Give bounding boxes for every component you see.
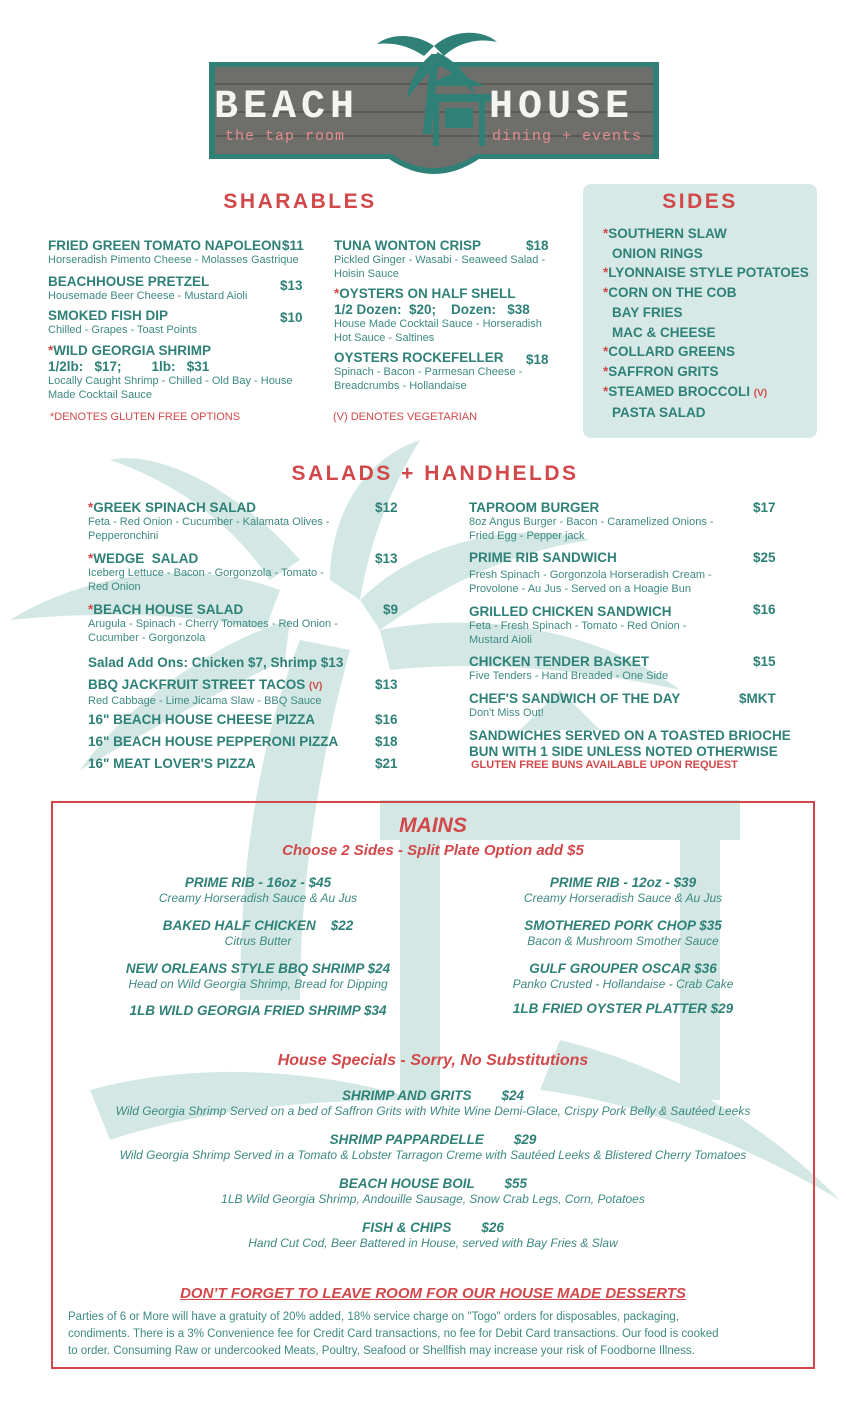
item-desc: Feta - Fresh Spinach - Tomato - Red Onion - [469,620,687,632]
item-desc: Chilled - Grapes - Toast Points [48,324,197,336]
special-item [51,1175,815,1207]
item-name: PRIME RIB - 12oz - $39 [549,875,697,890]
item-desc: 1LB Wild Georgia Shrimp, Andouille Sausage, Snow Crab Legs, Corn, Potatoes [221,1192,645,1206]
sharables-title: SHARABLES [223,190,377,213]
salad-add-ons: Salad Add Ons: Chicken $7, Shrimp $13 [88,655,344,670]
special-item [51,1219,815,1251]
item-price: $MKT [739,691,776,706]
item-desc: Spinach - Bacon - Parmesan Cheese - [334,366,523,378]
gluten-free-buns-note: GLUTEN FREE BUNS AVAILABLE UPON REQUEST [471,759,738,771]
item-desc: Iceberg Lettuce - Bacon - Gorgonzola - Tomato - [88,567,324,579]
mains-item [108,917,408,949]
item-name: *WILD GEORGIA SHRIMP [48,343,212,358]
item-desc: Breadcrumbs - Hollandaise [334,379,467,392]
item-name: SMOKED FISH DIP [48,308,169,323]
item-desc: Arugula - Spinach - Cherry Tomatoes - Red Onion - [88,618,338,630]
side-item: PASTA SALAD [612,405,706,421]
handheld-item [469,654,789,684]
item-name: BBQ JACKFRUIT STREET TACOS (V) [88,677,323,692]
side-item: *LYONNAISE STYLE POTATOES [603,265,809,281]
item-price: $12 [375,500,398,515]
salad-item [88,551,408,594]
sides-panel [583,184,817,438]
item-name: NEW ORLEANS STYLE BBQ SHRIMP $24 [125,961,391,976]
item-name: OYSTERS ROCKEFELLER [334,350,504,365]
item-desc: Horseradish Pimento Cheese - Molasses Gastrique [48,254,299,266]
item-name: SMOTHERED PORK CHOP $35 [524,918,722,933]
sharable-item [334,350,559,393]
mains-item [108,1002,408,1019]
item-name: SHRIMP AND GRITS $24 [341,1088,525,1103]
item-name: TUNA WONTON CRISP [334,238,481,253]
item-desc: Creamy Horseradish Sauce & Au Jus [523,891,723,905]
item-price: $21 [375,756,398,771]
item-price: $16 [375,712,398,727]
item-desc: Wild Georgia Shrimp Served in a Tomato & Lobster Tarragon Creme with Sautéed Leeks & Blistered Cherry Tomatoes [119,1148,747,1162]
item-desc: Hand Cut Cod, Beer Battered in House, served with Bay Fries & Slaw [248,1236,618,1250]
logo-word-left: BEACH [214,85,360,130]
item-price: $13 [375,677,398,692]
brioche-note: SANDWICHES SERVED ON A TOASTED BRIOCHE BUN WITH 1 SIDE UNLESS NOTED OTHERWISE [469,728,791,759]
side-item: *SAFFRON GRITS [603,363,719,379]
item-price: $13 [280,278,303,293]
item-price: $9 [383,602,399,617]
item-desc: Panko Crusted - Hollandaise - Crab Cake [512,977,734,991]
gluten-free-note: *DENOTES GLUTEN FREE OPTIONS [50,411,241,423]
salad-item [88,734,408,750]
mains-item [473,917,773,949]
fine-print: Parties of 6 or More will have a gratuity of 20% added, 18% service charge on "Togo" orders for disposables, packaging, condiments. There is a 3% Convenience fee for Credit Card transactions, no fee for Debit Card transactions. Our food is cooked to order. Consuming Raw or undercooked Meats, Poultry, Seafood or Shellfish may increase your risk of Foodborne Illness. [68,1311,719,1357]
item-price: $11 [282,238,304,253]
item-price: $10 [280,310,303,325]
item-name: CHEF'S SANDWICH OF THE DAY [469,691,681,706]
item-name: FRIED GREEN TOMATO NAPOLEON [48,238,282,253]
logo [209,24,659,184]
item-desc: House Made Cocktail Sauce - Horseradish [334,318,542,330]
specials-title: House Specials - Sorry, No Substitutions [277,1052,589,1069]
item-desc: Provolone - Au Jus - Served on a Hoagie Bun [469,582,691,595]
vegetarian-tag: (V) [309,681,323,692]
gluten-free-star: * [48,343,54,358]
item-name: 16" MEAT LOVER'S PIZZA [88,756,256,771]
salad-item [88,712,408,728]
salad-item [88,602,408,645]
item-desc: Feta - Red Onion - Cucumber - Kalamata Olives - [88,516,330,528]
item-name: GULF GROUPER OSCAR $36 [529,961,717,976]
item-name: PRIME RIB SANDWICH [469,550,617,565]
item-desc: Hoisin Sauce [334,267,399,280]
sharable-item [48,274,308,304]
item-name: PRIME RIB - 16oz - $45 [184,875,332,890]
sides-title: SIDES [662,190,738,213]
salad-item [88,756,408,772]
item-name: BEACHHOUSE PRETZEL [48,274,210,289]
item-desc: Bacon & Mushroom Smother Sauce [527,934,719,948]
vegetarian-note: (V) DENOTES VEGETARIAN [333,411,478,423]
item-desc: Red Onion [88,580,141,593]
item-desc: Housemade Beer Cheese - Mustard Aioli [48,290,248,302]
sides-list [603,224,813,423]
special-item [51,1087,815,1119]
item-name: 16" BEACH HOUSE PEPPERONI PIZZA [88,734,339,749]
item-name: *OYSTERS ON HALF SHELL [334,286,516,301]
salad-item [88,500,408,543]
item-desc: Hot Sauce - Saltines [334,331,435,344]
special-item [51,1131,815,1163]
logo-sub-left: the tap room [225,128,346,145]
item-name: GRILLED CHICKEN SANDWICH [469,604,672,619]
item-desc: 8oz Angus Burger - Bacon - Caramelized Onions - [469,516,714,528]
item-desc: Pickled Ginger - Wasabi - Seaweed Salad - [334,254,546,266]
side-item: *CORN ON THE COB [603,285,737,301]
item-desc: Head on Wild Georgia Shrimp, Bread for Dipping [128,977,388,991]
gluten-free-star: * [334,286,340,301]
sharable-item [334,238,559,281]
handheld-item [469,500,789,543]
vegetarian-tag: (V) [753,387,768,399]
item-price: $25 [753,550,776,565]
side-item: *SOUTHERN SLAW [603,226,727,241]
mains-item [108,874,408,906]
side-item: MAC & CHEESE [612,324,716,340]
sharable-item [48,238,308,268]
side-item: BAY FRIES [612,304,683,320]
item-name: FISH & CHIPS $26 [362,1220,504,1235]
item-desc: Made Cocktail Sauce [48,388,152,401]
item-prices: 1/2lb: $17; 1lb: $31 [48,359,210,374]
item-name: *WEDGE SALAD [88,551,199,566]
item-desc: Wild Georgia Shrimp Served on a bed of Saffron Grits with White Wine Demi-Glace, Crispy Pork Belly & Sautéed Leeks [115,1104,751,1118]
side-item: ONION RINGS [612,245,703,261]
item-name: *GREEK SPINACH SALAD [88,500,257,515]
mains-subtitle: Choose 2 Sides - Split Plate Option add $5 [282,842,584,859]
item-price: $18 [526,352,549,367]
handheld-item [469,691,789,721]
item-price: $13 [375,551,398,566]
mains-item [108,960,408,992]
handheld-item [469,604,789,647]
side-item: *STEAMED BROCCOLI (V) [603,383,768,399]
logo-word-right: HOUSE [489,85,635,130]
item-name: 16" BEACH HOUSE CHEESE PIZZA [88,712,315,727]
item-name: CHICKEN TENDER BASKET [469,654,650,669]
handheld-item [469,550,789,596]
item-name: BAKED HALF CHICKEN $22 [162,918,354,933]
item-name: *BEACH HOUSE SALAD [88,602,244,617]
side-item: *COLLARD GREENS [603,344,736,360]
sharable-item [48,308,308,338]
item-name: 1LB WILD GEORGIA FRIED SHRIMP $34 [129,1003,387,1018]
item-name: TAPROOM BURGER [469,500,600,515]
item-name: BEACH HOUSE BOIL $55 [338,1176,528,1191]
item-desc: Mustard Aioli [469,633,532,646]
mains-item [473,874,773,906]
item-desc: Pepperonchini [88,529,159,542]
item-name: 1LB FRIED OYSTER PLATTER $29 [512,1001,734,1016]
item-desc: Fried Egg - Pepper jack [469,529,585,542]
item-desc: Fresh Spinach - Gorgonzola Horseradish Cream - [469,569,712,581]
mains-title: MAINS [399,814,467,837]
item-prices: 1/2 Dozen: $20; Dozen: $38 [334,302,530,317]
item-price: $18 [526,238,549,253]
logo-sub-right: dining + events [492,128,643,145]
sharable-item [334,286,564,345]
item-name: SHRIMP PAPPARDELLE $29 [329,1132,537,1147]
item-price: $18 [375,734,398,749]
item-desc: Five Tenders - Hand Breaded - One Side [469,670,669,682]
item-desc: Cucumber - Gorgonzola [88,631,206,644]
dessert-note: DON’T FORGET TO LEAVE ROOM FOR OUR HOUSE MADE DESSERTS [180,1285,686,1302]
item-desc: Creamy Horseradish Sauce & Au Jus [158,891,358,905]
item-price: $16 [753,602,776,617]
item-price: $17 [753,500,776,515]
mains-item [473,1000,773,1017]
salads-title: SALADS + HANDHELDS [291,462,579,485]
salad-item [88,677,408,709]
item-desc: Don't Miss Out! [469,707,544,719]
item-price: $15 [753,654,776,669]
item-desc: Locally Caught Shrimp - Chilled - Old Bay - House [48,375,293,387]
mains-item [473,960,773,992]
item-desc: Red Cabbage - Lime Jicama Slaw - BBQ Sauce [88,695,322,707]
sharable-item [48,343,318,402]
item-desc: Citrus Butter [224,934,292,948]
